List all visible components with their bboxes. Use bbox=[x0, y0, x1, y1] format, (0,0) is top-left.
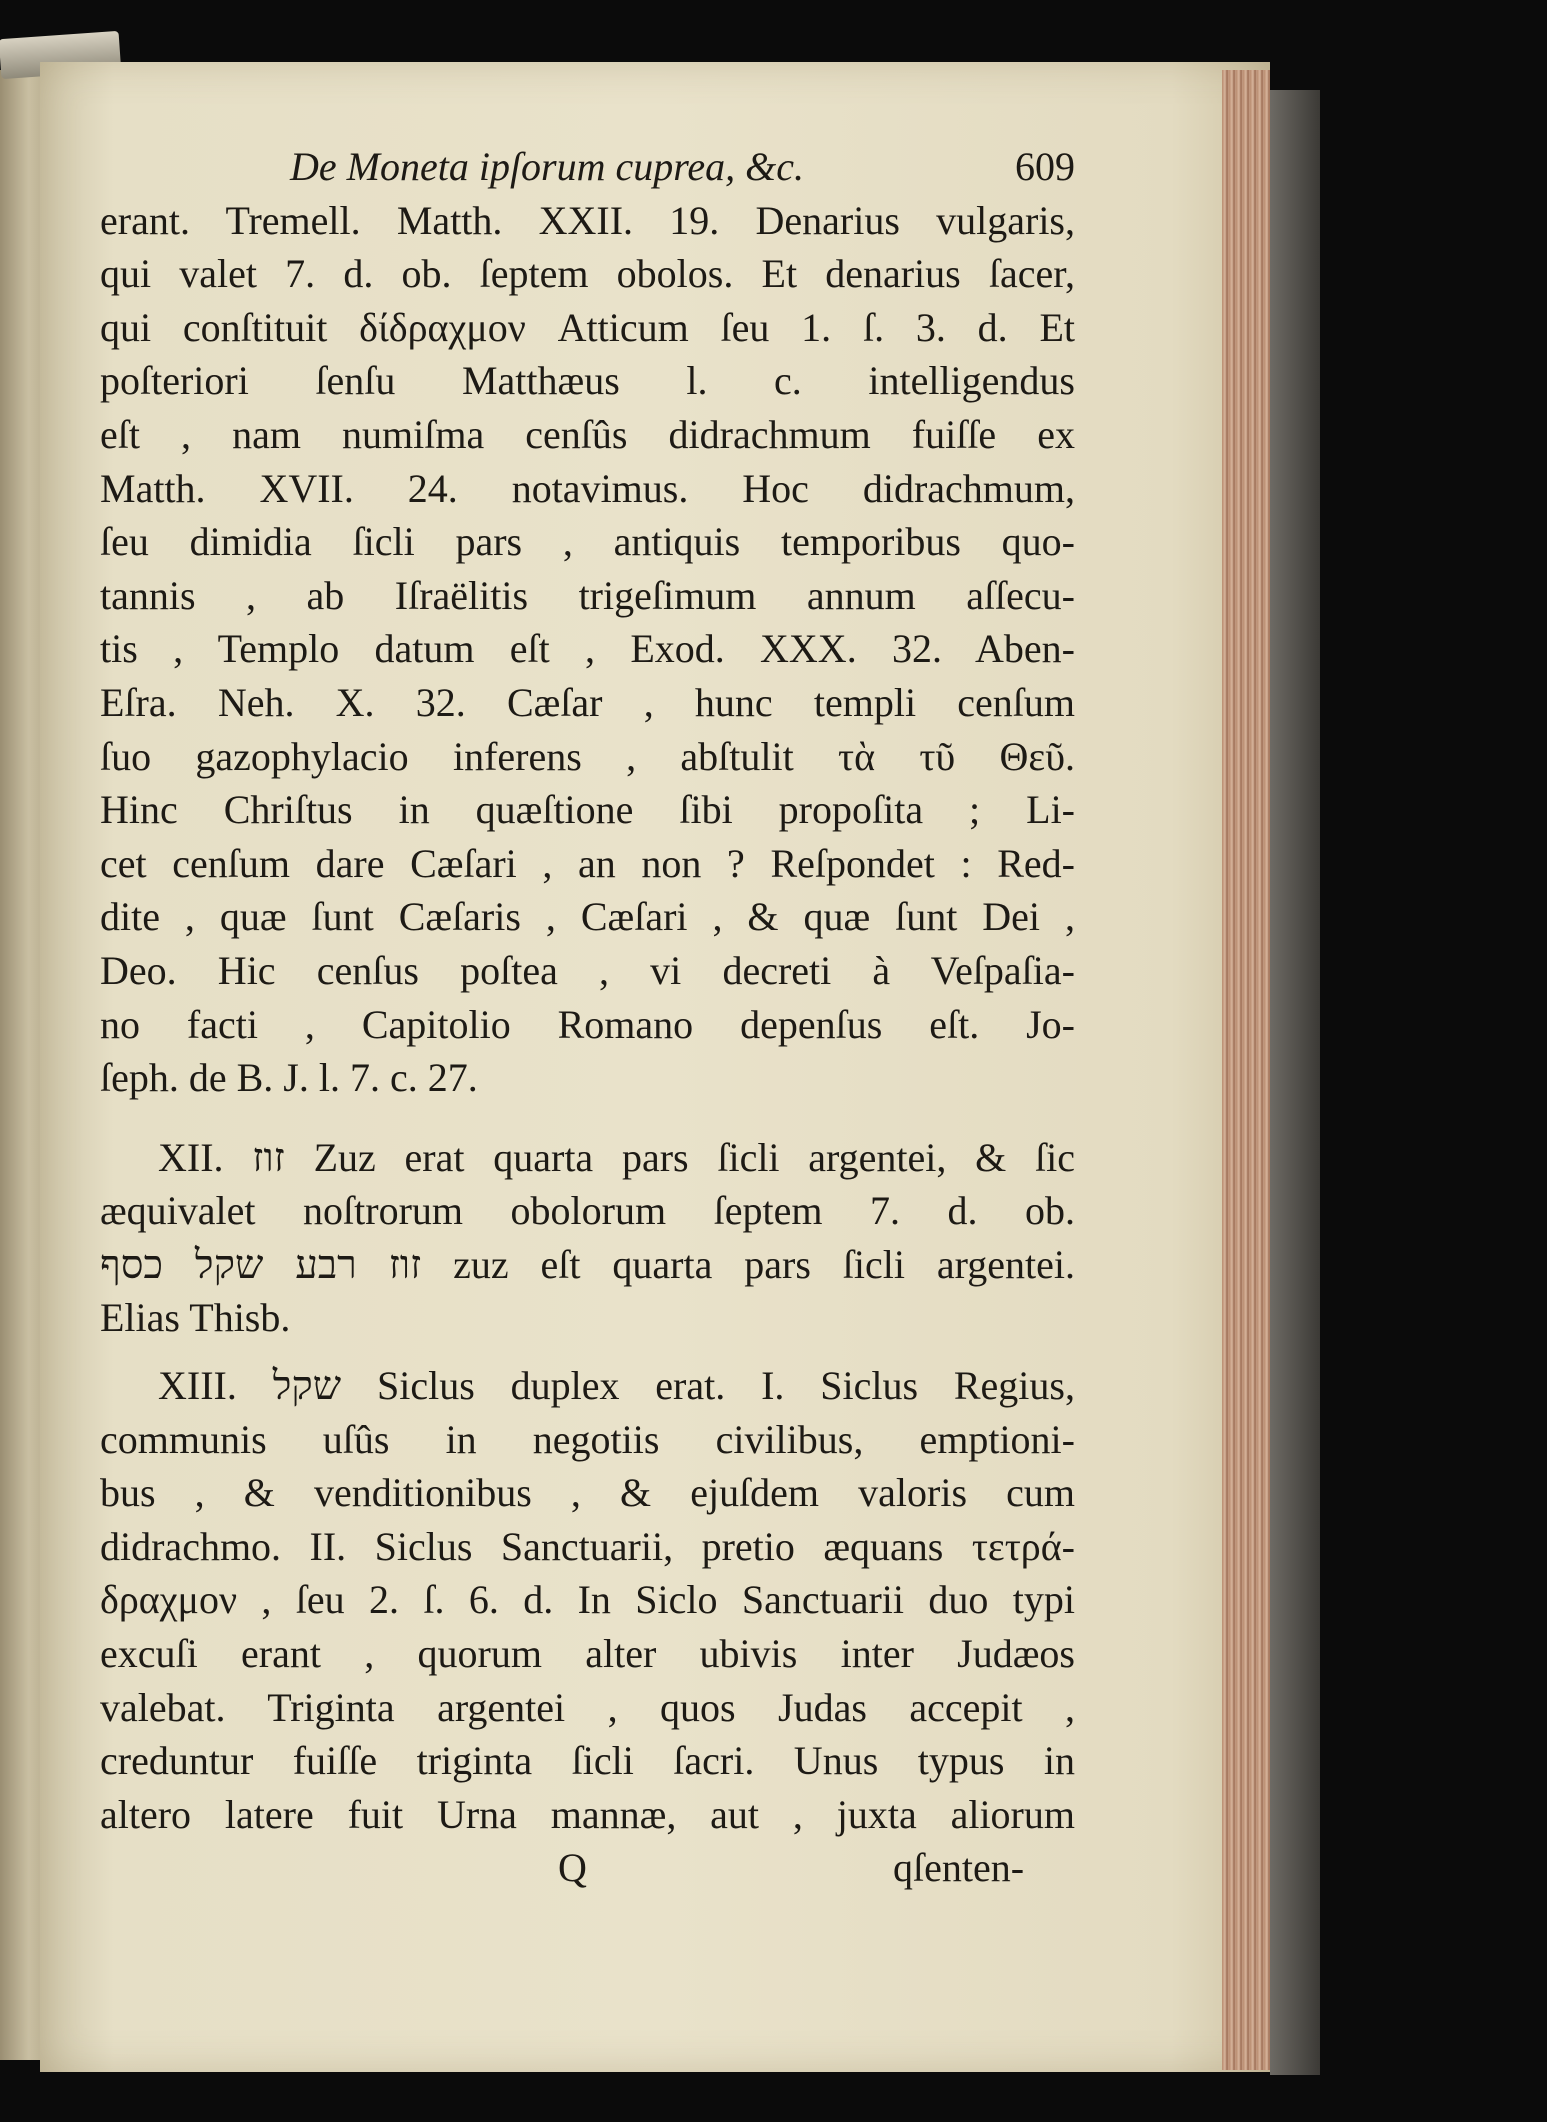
text-line: poſteriori ſenſu Matthæus l. c. intelligendus bbox=[100, 358, 1075, 404]
paragraph-xiii bbox=[100, 1359, 1075, 1841]
page-block-edge bbox=[1222, 70, 1270, 2070]
text-line: XII. זוז Zuz erat quarta pars ſicli argentei, & ſic bbox=[158, 1134, 1075, 1180]
text-line: qui valet 7. d. ob. ſeptem obolos. Et denarius ſacer, bbox=[100, 251, 1075, 297]
text-line: cet cenſum dare Cæſari , an non ? Reſpondet : Red- bbox=[100, 840, 1075, 886]
text-line: tannis , ab Iſraëlitis trigeſimum annum aſſecu- bbox=[100, 572, 1075, 618]
text-line: erant. Tremell. Matth. XXII. 19. Denarius vulgaris, bbox=[100, 197, 1075, 243]
text-line: Hinc Chriſtus in quæſtione ſibi propoſita ; Li- bbox=[100, 787, 1075, 833]
text-line: Eſra. Neh. X. 32. Cæſar , hunc templi cenſum bbox=[100, 679, 1075, 725]
cover-edge bbox=[1270, 90, 1320, 2075]
paragraph-xii bbox=[100, 1131, 1075, 1345]
text-line: tis , Templo datum eſt , Exod. XXX. 32. Aben- bbox=[100, 626, 1075, 672]
paragraph-xi-continued bbox=[100, 194, 1075, 1105]
text-line: זוז רבע שקל כסף zuz eſt quarta pars ſicli argentei. bbox=[100, 1241, 1075, 1287]
page-footer bbox=[100, 1841, 1075, 1895]
text-line: Elias Thisb. bbox=[100, 1295, 291, 1341]
text-line: ſeph. de B. J. l. 7. c. 27. bbox=[100, 1055, 478, 1101]
text-line: æquivalet noſtrorum obolorum ſeptem 7. d. ob. bbox=[100, 1188, 1075, 1234]
text-line: XIII. שקל Siclus duplex erat. I. Siclus Regius, bbox=[158, 1363, 1075, 1409]
text-line: valebat. Triginta argentei , quos Judas accepit , bbox=[100, 1684, 1075, 1730]
text-line: δραχμον , ſeu 2. ſ. 6. d. In Siclo Sanctuarii duo typi bbox=[100, 1577, 1075, 1623]
text-line: didrachmo. II. Siclus Sanctuarii, pretio æquans τετρά- bbox=[100, 1523, 1075, 1569]
text-line: eſt , nam numiſma cenſûs didrachmum fuiſſe ex bbox=[100, 411, 1075, 457]
signature-mark: Q q bbox=[558, 1845, 913, 1891]
catchword: ſenten- bbox=[913, 1845, 1025, 1891]
text-line: excuſi erant , quorum alter ubivis inter Judæos bbox=[100, 1631, 1075, 1677]
page-text bbox=[100, 140, 1075, 1895]
text-line: dite , quæ ſunt Cæſaris , Cæſari , & quæ ſunt Dei , bbox=[100, 894, 1075, 940]
text-line: bus , & venditionibus , & ejuſdem valoris cum bbox=[100, 1470, 1075, 1516]
text-line: ſuo gazophylacio inferens , abſtulit τὰ τῦ Θεῦ. bbox=[100, 733, 1075, 779]
text-line: creduntur fuiſſe triginta ſicli ſacri. Unus typus in bbox=[100, 1738, 1075, 1784]
text-line: Deo. Hic cenſus poſtea , vi decreti à Veſpaſia- bbox=[100, 947, 1075, 993]
text-line: altero latere fuit Urna mannæ, aut , juxta aliorum bbox=[100, 1791, 1075, 1837]
text-line: qui conſtituit δίδραχμον Atticum ſeu 1. ſ. 3. d. Et bbox=[100, 304, 1075, 350]
text-line: no facti , Capitolio Romano depenſus eſt. Jo- bbox=[100, 1001, 1075, 1047]
text-line: communis uſûs in negotiis civilibus, emptioni- bbox=[100, 1416, 1075, 1462]
text-line: Matth. XVII. 24. notavimus. Hoc didrachmum, bbox=[100, 465, 1075, 511]
text-line: ſeu dimidia ſicli pars , antiquis temporibus quo- bbox=[100, 519, 1075, 565]
running-header bbox=[100, 140, 1075, 194]
running-title: De Moneta ipſorum cuprea, &c. bbox=[290, 144, 804, 189]
page-number: 609 bbox=[1015, 144, 1075, 189]
